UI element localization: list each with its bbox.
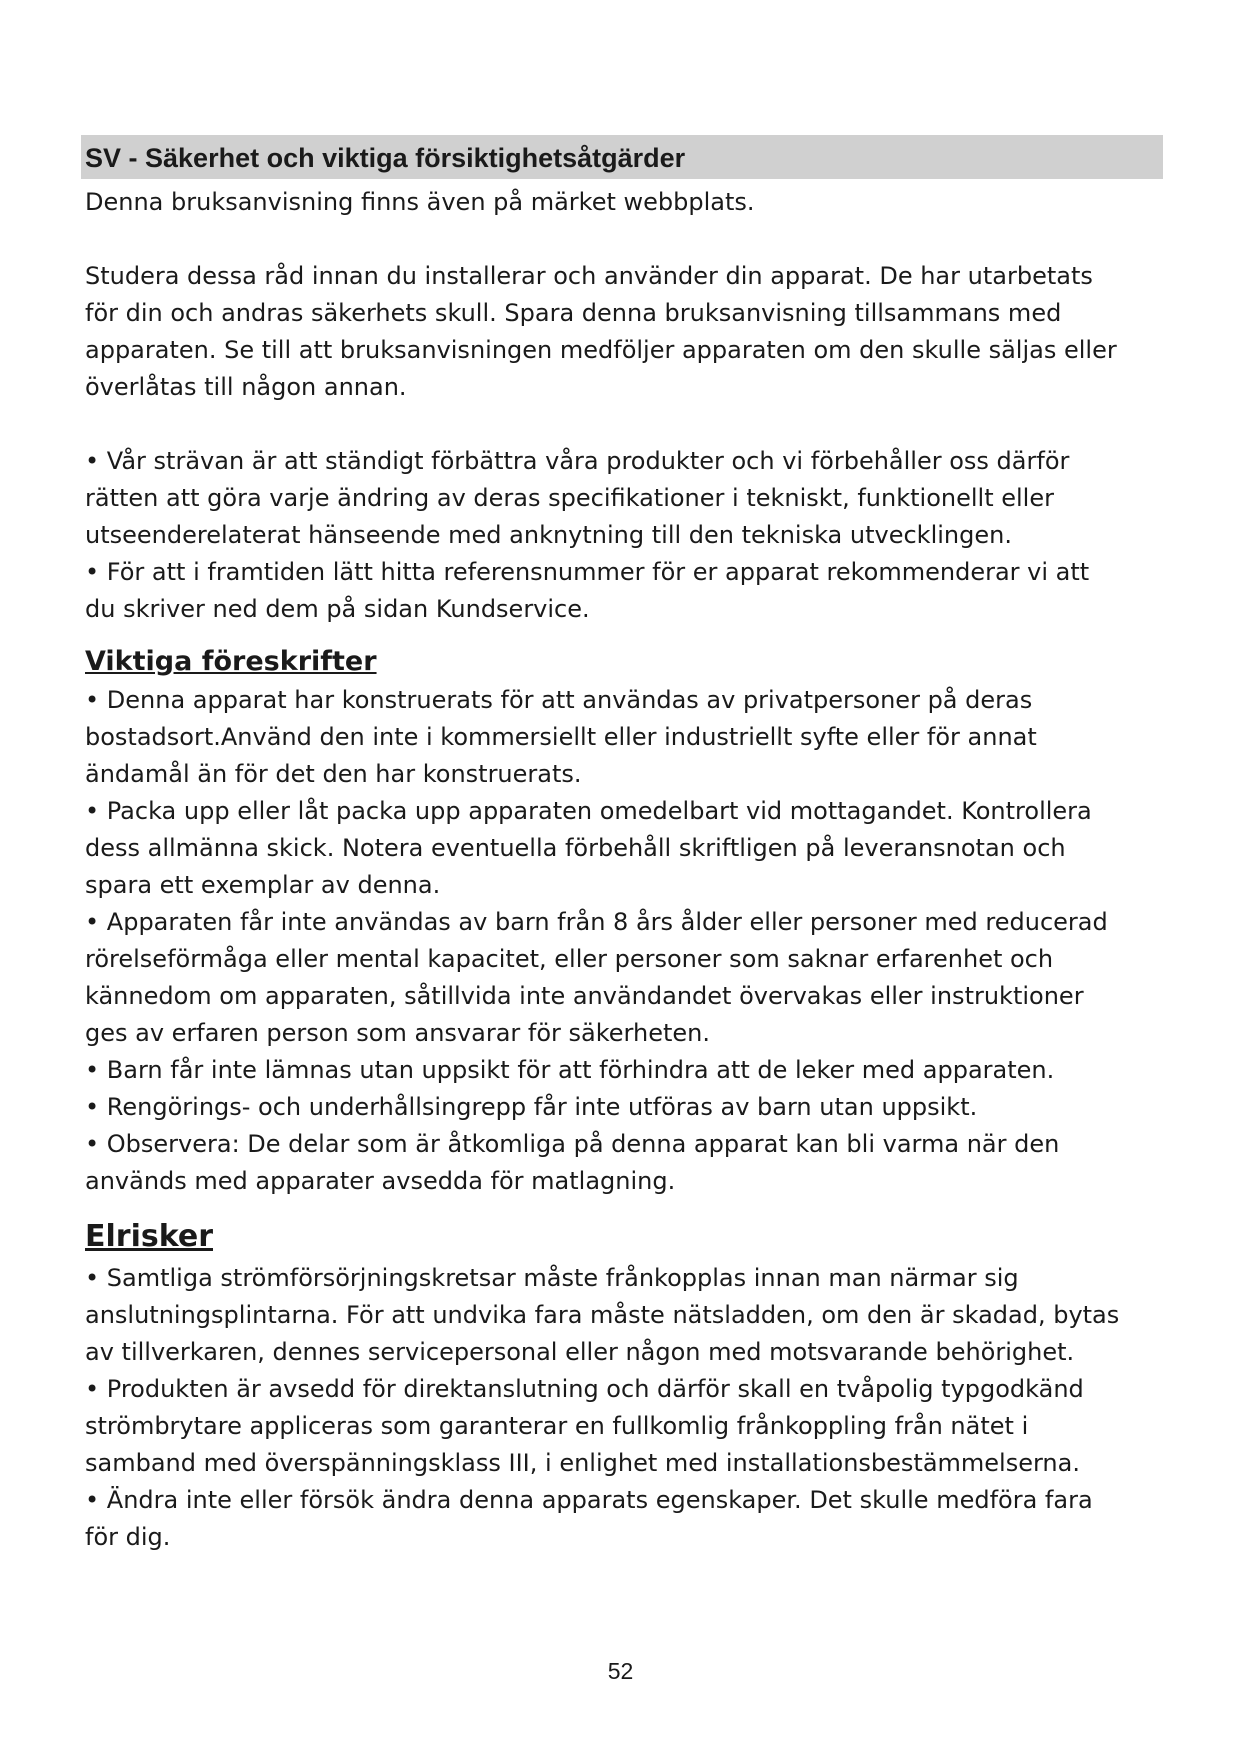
text-line: apparaten. Se till att bruksanvisningen medföljer apparaten om den skulle säljas eller <box>85 336 1117 364</box>
text-line: dess allmänna skick. Notera eventuella förbehåll skriftligen på leveransnotan och <box>85 834 1066 862</box>
text-line: Studera dessa råd innan du installerar och använder din apparat. De har utarbetats <box>85 262 1093 290</box>
text-line: • Samtliga strömförsörjningskretsar måste frånkopplas innan man närmar sig <box>85 1264 1019 1292</box>
text-line: ges av erfaren person som ansvarar för säkerheten. <box>85 1019 710 1047</box>
text-line: • Vår strävan är att ständigt förbättra våra produkter och vi förbehåller oss därför <box>85 447 1070 475</box>
section-elrisker <box>85 1260 1160 1556</box>
text-line: överlåtas till någon annan. <box>85 373 407 401</box>
page-number: 52 <box>607 1658 634 1684</box>
text-line: ändamål än för det den har konstruerats. <box>85 760 582 788</box>
intro-line: Denna bruksanvisning finns även på märket webbplats. <box>85 188 755 216</box>
paragraph-safety-advice <box>85 258 1160 406</box>
heading-elrisker: Elrisker <box>85 1219 213 1254</box>
text-line: kännedom om apparaten, såtillvida inte användandet övervakas eller instruktioner <box>85 982 1084 1010</box>
paragraph-product-improvement <box>85 443 1160 628</box>
text-line: • Observera: De delar som är åtkomliga på denna apparat kan bli varma när den <box>85 1130 1060 1158</box>
page-title: SV - Säkerhet och viktiga försiktighetsåtgärder <box>85 143 686 173</box>
text-line: • Produkten är avsedd för direktanslutning och därför skall en tvåpolig typgodkänd <box>85 1375 1084 1403</box>
text-line: du skriver ned dem på sidan Kundservice. <box>85 595 590 623</box>
heading-viktiga-foreskrifter: Viktiga föreskrifter <box>85 646 377 677</box>
text-line: • Packa upp eller låt packa upp apparaten omedelbart vid mottagandet. Kontrollera <box>85 797 1092 825</box>
spacer <box>85 221 1160 258</box>
text-line: rörelseförmåga eller mental kapacitet, eller personer som saknar erfarenhet och <box>85 945 1054 973</box>
text-line: utseenderelaterat hänseende med anknytning till den tekniska utvecklingen. <box>85 521 1012 549</box>
text-line: • Rengörings- och underhållsingrepp får inte utföras av barn utan uppsikt. <box>85 1093 978 1121</box>
text-line: strömbrytare appliceras som garanterar en fullkomlig frånkoppling från nätet i <box>85 1412 1029 1440</box>
text-line: • Denna apparat har konstruerats för att användas av privatpersoner på deras <box>85 686 1033 714</box>
text-line: bostadsort.Använd den inte i kommersiellt eller industriellt syfte eller för annat <box>85 723 1037 751</box>
document-body <box>85 184 1160 1556</box>
spacer <box>85 406 1160 443</box>
text-line: rätten att göra varje ändring av deras specifikationer i tekniskt, funktionellt eller <box>85 484 1054 512</box>
section-viktiga-foreskrifter <box>85 682 1160 1200</box>
text-line: för din och andras säkerhets skull. Spara denna bruksanvisning tillsammans med <box>85 299 1062 327</box>
text-line: används med apparater avsedda för matlagning. <box>85 1167 676 1195</box>
text-line: för dig. <box>85 1523 171 1551</box>
section-title-bar <box>81 135 1163 179</box>
text-line: spara ett exemplar av denna. <box>85 871 441 899</box>
text-line: • För att i framtiden lätt hitta referensnummer för er apparat rekommenderar vi att <box>85 558 1090 586</box>
text-line: • Ändra inte eller försök ändra denna apparats egenskaper. Det skulle medföra fara <box>85 1486 1093 1514</box>
text-line: samband med överspänningsklass III, i enlighet med installationsbestämmelserna. <box>85 1449 1080 1477</box>
text-line: • Barn får inte lämnas utan uppsikt för att förhindra att de leker med apparaten. <box>85 1056 1055 1084</box>
text-line: av tillverkaren, dennes servicepersonal eller någon med motsvarande behörighet. <box>85 1338 1075 1366</box>
text-line: • Apparaten får inte användas av barn från 8 års ålder eller personer med reducerad <box>85 908 1108 936</box>
text-line: anslutningsplintarna. För att undvika fara måste nätsladden, om den är skadad, bytas <box>85 1301 1120 1329</box>
